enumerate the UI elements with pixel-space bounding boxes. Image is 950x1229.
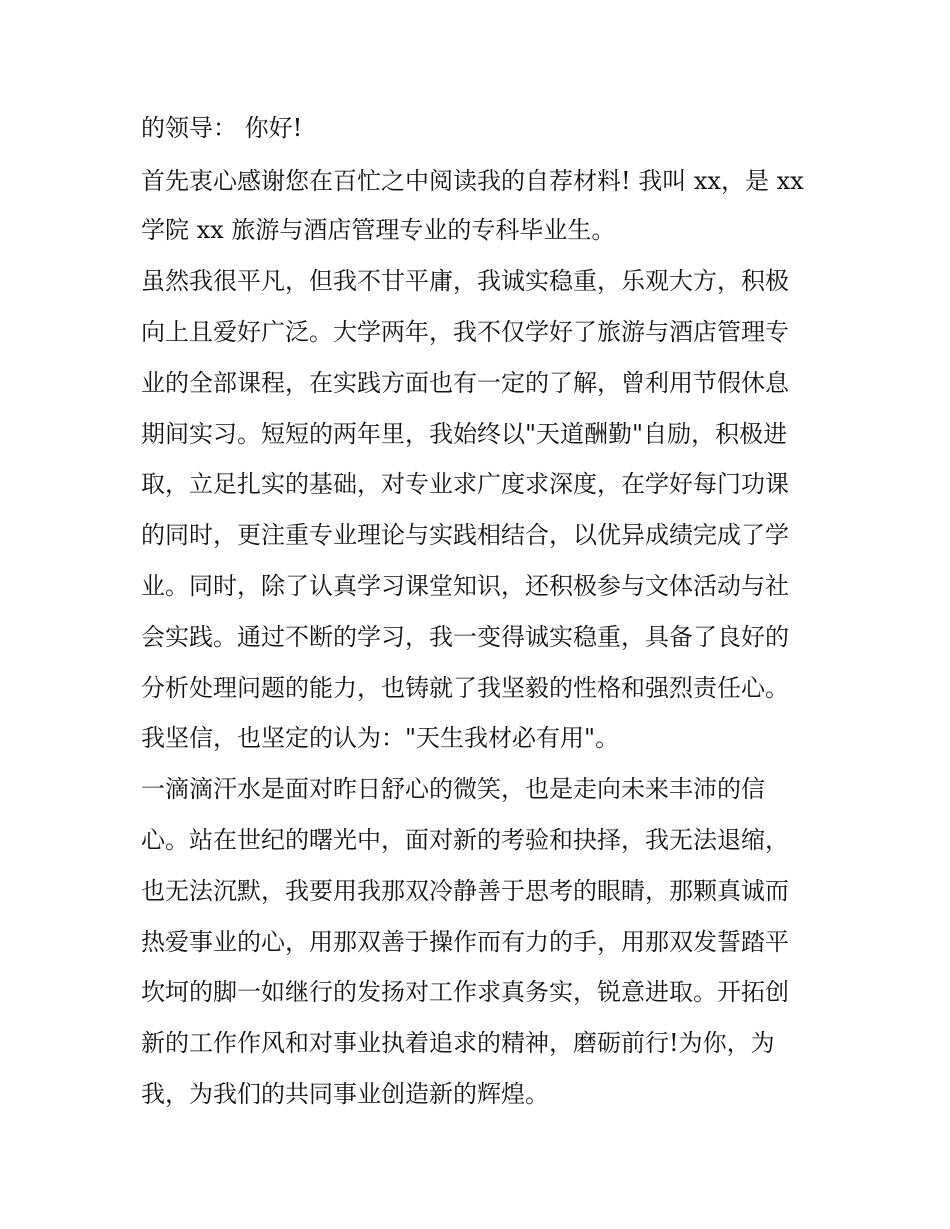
paragraph-3-line-5: 坎坷的脚一如继行的发扬对工作求真务实，锐意进取。开拓创 bbox=[141, 978, 789, 1006]
paragraph-2-line-7: 业。同时，除了认真学习课堂知识，还积极参与文体活动与社 bbox=[141, 572, 789, 600]
paragraph-2-line-4: 期间实习。短短的两年里，我始终以"天道酬勤"自励，积极进 bbox=[141, 420, 788, 448]
paragraph-2-line-10: 我坚信，也坚定的认为："天生我材必有用"。 bbox=[141, 724, 620, 752]
paragraph-2-line-3: 业的全部课程，在实践方面也有一定的了解，曾利用节假休息 bbox=[141, 369, 789, 397]
paragraph-2-line-6: 的同时，更注重专业理论与实践相结合，以优异成绩完成了学 bbox=[141, 521, 789, 549]
paragraph-2-line-8: 会实践。通过不断的学习，我一变得诚实稳重，具备了良好的 bbox=[141, 623, 789, 651]
paragraph-3-line-1: 一滴滴汗水是面对昨日舒心的微笑，也是走向未来丰沛的信 bbox=[141, 775, 765, 803]
paragraph-3-line-2: 心。站在世纪的曙光中，面对新的考验和抉择，我无法退缩， bbox=[141, 826, 789, 854]
paragraph-1-line-2: 学院 xx 旅游与酒店管理专业的专科毕业生。 bbox=[141, 216, 616, 244]
paragraph-2-line-2: 向上且爱好广泛。大学两年，我不仅学好了旅游与酒店管理专 bbox=[141, 318, 789, 346]
paragraph-2-line-5: 取，立足扎实的基础，对专业求广度求深度，在学好每门功课 bbox=[141, 470, 789, 498]
paragraph-3-line-3: 也无法沉默，我要用我那双冷静善于思考的眼睛，那颗真诚而 bbox=[141, 877, 789, 905]
paragraph-2-line-9: 分析处理问题的能力，也铸就了我坚毅的性格和强烈责任心。 bbox=[141, 674, 789, 702]
greeting-line: 的领导： 你好! bbox=[141, 114, 303, 142]
paragraph-2-line-1: 虽然我很平凡，但我不甘平庸，我诚实稳重，乐观大方，积极 bbox=[141, 267, 789, 295]
paragraph-3-line-6: 新的工作作风和对事业执着追求的精神，磨砺前行!为你，为 bbox=[141, 1029, 775, 1057]
paragraph-3-line-7: 我，为我们的共同事业创造新的辉煌。 bbox=[141, 1080, 549, 1108]
paragraph-1-line-1: 首先衷心感谢您在百忙之中阅读我的自荐材料! 我叫 xx，是 xx bbox=[141, 167, 804, 195]
paragraph-3-line-4: 热爱事业的心，用那双善于操作而有力的手，用那双发誓踏平 bbox=[141, 928, 789, 956]
